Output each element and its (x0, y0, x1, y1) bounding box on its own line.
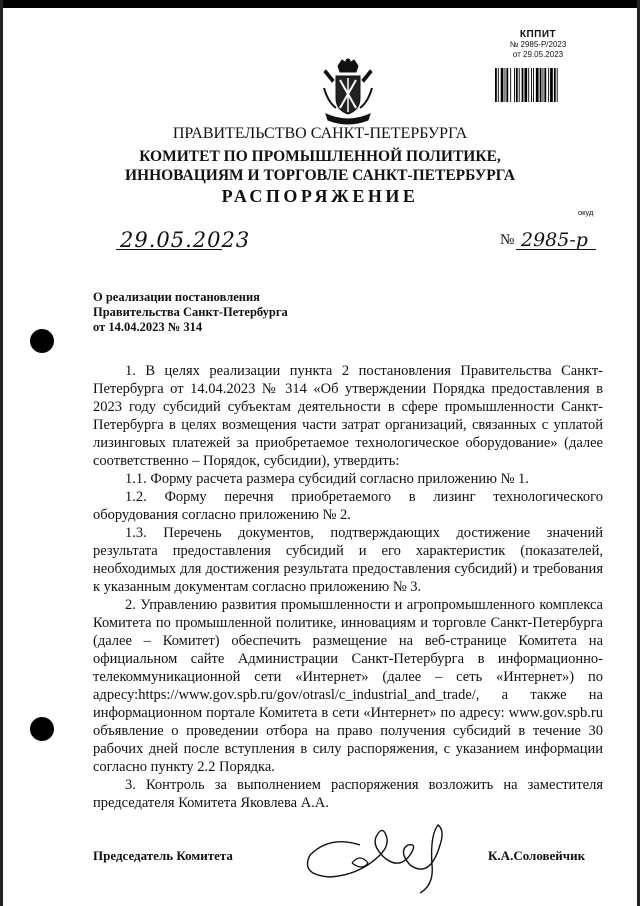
registration-stamp (498, 30, 578, 60)
okud-label: окуд (578, 208, 594, 217)
committee-title-line2: ИННОВАЦИЯМ И ТОРГОВЛЕ САНКТ-ПЕТЕРБУРГА (124, 167, 516, 184)
paragraph-1-3: 1.3. Перечень документов, подтверждающих достижение значений результата предоставления субсидий и его характеристик (показателей, необходимых для достижения результата предоставления субсидий) и требования к указанным документам согласно приложению № 3. (93, 525, 603, 595)
committee-title (0, 147, 640, 185)
barcode (494, 68, 580, 102)
document-number: 2985-р (521, 229, 588, 251)
punch-hole-top (30, 329, 54, 353)
stamp-number: № 2985-Р/2023 (509, 40, 567, 49)
committee-title-line1: КОМИТЕТ ПО ПРОМЫШЛЕННОЙ ПОЛИТИКЕ, (139, 148, 501, 165)
number-label: № (500, 232, 515, 248)
paragraph-1-2: 1.2. Форму перечня приобретаемого в лизинг технологического оборудования согласно приложению № 2. (93, 489, 603, 523)
date-underline (116, 249, 222, 250)
document-subject (93, 290, 288, 335)
paragraph-1-1: 1.1. Форму расчета размера субсидий согласно приложению № 1. (125, 471, 529, 487)
punch-hole-bottom (30, 717, 54, 741)
number-underline (516, 249, 596, 250)
coat-of-arms-emblem (320, 58, 376, 128)
handwritten-signature (290, 815, 460, 895)
subject-line1: О реализации постановления (93, 290, 260, 304)
subject-line3: от 14.04.2023 № 314 (93, 320, 203, 334)
document-body (93, 362, 603, 812)
signatory-name: К.А.Соловейчик (488, 848, 586, 863)
stamp-code: КППИТ (519, 29, 557, 40)
paragraph-1: 1. В целях реализации пункта 2 постановления Правительства Санкт-Петербурга от 14.04.2023 № 314 «Об утверждении Порядка предоставления в 2023 году субсидий субъектам деятельности в сфере промышленности Санкт-Петербурга в целях возмещения части затрат организаций, связанных с уплатой лизинговых платежей за приобретаемое технологическое оборудование» (далее соответственно – Порядок, субсидии), утвердить: (93, 363, 603, 469)
scan-top-border (0, 0, 640, 8)
paragraph-3: 3. Контроль за выполнением распоряжения возложить на заместителя председателя Комитета Яковлева А.А. (93, 777, 603, 811)
government-title: ПРАВИТЕЛЬСТВО САНКТ-ПЕТЕРБУРГА (172, 125, 468, 142)
document-date: 29.05.2023 (120, 228, 251, 252)
signatory-position: Председатель Комитета (93, 848, 233, 863)
paragraph-2: 2. Управлению развития промышленности и агропромышленного комплекса Комитета по промышленной политике, инновациям и торговле Санкт-Петербурга (далее – Комитет) обеспечить размещение на веб-странице Комитета на официальном сайте Администрации Санкт-Петербурга в информационно-телекоммуникационной сети «Интернет» (далее – сеть «Интернет») по адресу:https://www.gov.spb.ru/gov/otrasl/c_industrial_and_trade/, а также на информационном портале Комитета в сети «Интернет» по адресу: www.gov.spb.ru объявление о проведении отбора на право получения субсидий в течение 30 рабочих дней после вступления в силу распоряжения, с указанием информации согласно пункту 2.2 Порядка. (93, 597, 603, 775)
stamp-date: от 29.05.2023 (512, 50, 564, 59)
subject-line2: Правительства Санкт-Петербурга (93, 305, 288, 319)
document-type: РАСПОРЯЖЕНИЕ (221, 186, 419, 206)
